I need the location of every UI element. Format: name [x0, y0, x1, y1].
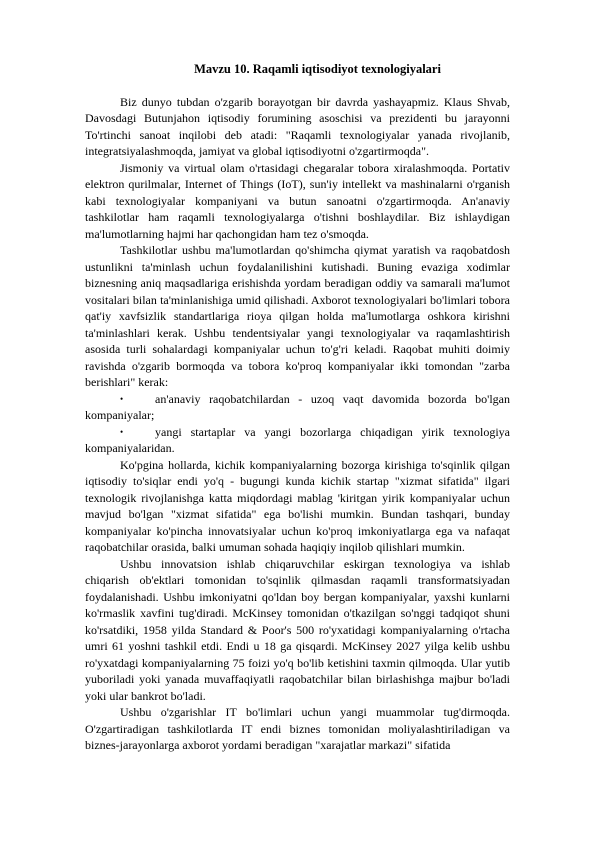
paragraph: Ko'pgina hollarda, kichik kompaniyalarning bozorga kirishiga to'sqinlik qilgan iqtisodiy to'siqlar endi yo'q - bugungi kunda kichik startap "xizmat sifatida" ilgari texnologik rivojlanishga katta miqdordagi mablag 'kiritgan yirik kompaniyalar uchun mavjud bo'lgan "xizmat sifatida" ega bo'lishi mumkin. Bundan tashqari, bunday kompaniyalar ko'pincha innovatsiyalar uchun ko'proq imkoniyatlarga ega va nafaqat raqobatchilar orasida, balki umuman sohada haqiqiy inqilob qilishlari mumkin.	[85, 457, 510, 554]
document-title: Mavzu 10. Raqamli iqtisodiyot texnologiyalari	[194, 62, 441, 76]
bullet-item	[85, 391, 510, 424]
paragraph: Biz dunyo tubdan o'zgarib borayotgan bir davrda yashayapmiz. Klaus Shvab, Davosdagi Butunjahon iqtisodiy forumining asoschisi va prezidenti bu jarayonni To'rtinchi sanoat inqilobi deb atadi: "Raqamli texnologiyalar yanada rivojlanib, integratsiyalashmoqda, jamiyat va global iqtisodiyotni o'zgartirmoqda".	[85, 94, 510, 158]
bullet-item	[85, 424, 510, 457]
bullet-text: an'anaviy raqobatchilardan - uzoq vaqt davomida bozorda bo'lgan kompaniyalar;	[85, 391, 510, 422]
document-body	[85, 61, 510, 754]
paragraph: Jismoniy va virtual olam o'rtasidagi chegaralar tobora xiralashmoqda. Portativ elektron qurilmalar, Internet of Things (IoT), sun'iy intellekt va mashinalarni o'rganish kabi texnologiyalar kompaniyani va butun sanoatni o'zgartirmoqda. An'anaviy tashkilotlar ham raqamli texnologiyalarga o'tishni boshlaydilar. Biz ishlaydigan ma'lumotlarning hajmi har qachongidan ham tez o'smoqda.	[85, 160, 510, 241]
paragraph: Tashkilotlar ushbu ma'lumotlardan qo'shimcha qiymat yaratish va raqobatdosh ustunlikni ta'minlash uchun foydalanilishini kutishadi. Buning evaziga xodimlar biznesning aniq maqsadlariga erishishda yordam beradigan oddiy va samarali ma'lumot vositalari bilan ta'minlanishiga umid qilishadi. Axborot texnologiyalari bo'limlari tobora qat'iy xavfsizlik standartlariga rioya qilgan holda ma'lumotlarga oshkora kirishni ta'minlashlari kerak. Ushbu tendentsiyalar yangi texnologiyalar va raqamlashtirish asosida turli sohalardagi kompaniyalar uchun to'g'ri keladi. Raqobat muhiti doimiy ravishda o'zgarib bormoqda va tobora ko'proq kompaniyalar ikki tomondan "zarba berishlari" kerak:	[85, 243, 510, 389]
paragraph: Ushbu o'zgarishlar IT bo'limlari uchun yangi muammolar tug'dirmoqda. O'zgartiradigan tashkilotlarda IT endi biznes tomonidan moliyalashtiriladigan va biznes-jarayonlarga axborot yordami beradigan "xarajatlar markazi" sifatida	[85, 705, 510, 752]
bullet-icon: •	[120, 393, 124, 404]
bullet-text: yangi startaplar va yangi bozorlarga chiqadigan yirik texnologiya kompaniyalaridan.	[85, 424, 510, 455]
bullet-icon: •	[120, 426, 124, 437]
paragraph: Ushbu innovatsion ishlab chiqaruvchilar eskirgan texnologiya va ishlab chiqarish ob'ektlari tomonidan to'sqinlik qilmasdan raqamli transformatsiyadan foydalanishadi. Ushbu imkoniyatni qo'ldan boy bergan kompaniyalar, yaxshi kunlarni ko'rmaslik xavfini tug'diradi. McKinsey tomonidan o'tkazilgan so'nggi tadqiqot shuni ko'rsatdiki, 1958 yilda Standard & Poor's 500 ro'yxatidagi kompaniyalarning o'rtacha umri 61 yoshni tashkil etdi. Endi u 18 ga qisqardi. McKinsey 2027 yilga kelib ushbu ro'yxatdagi kompaniyalarning 75 foizi yo'q bo'lib ketishini taxmin qilmoqda. Ular yutib yuboriladi yoki yanada muvaffaqiyatli raqobatchilar bilan birlashishga majbur bo'ladi yoki ular bankrot bo'ladi.	[85, 556, 510, 703]
